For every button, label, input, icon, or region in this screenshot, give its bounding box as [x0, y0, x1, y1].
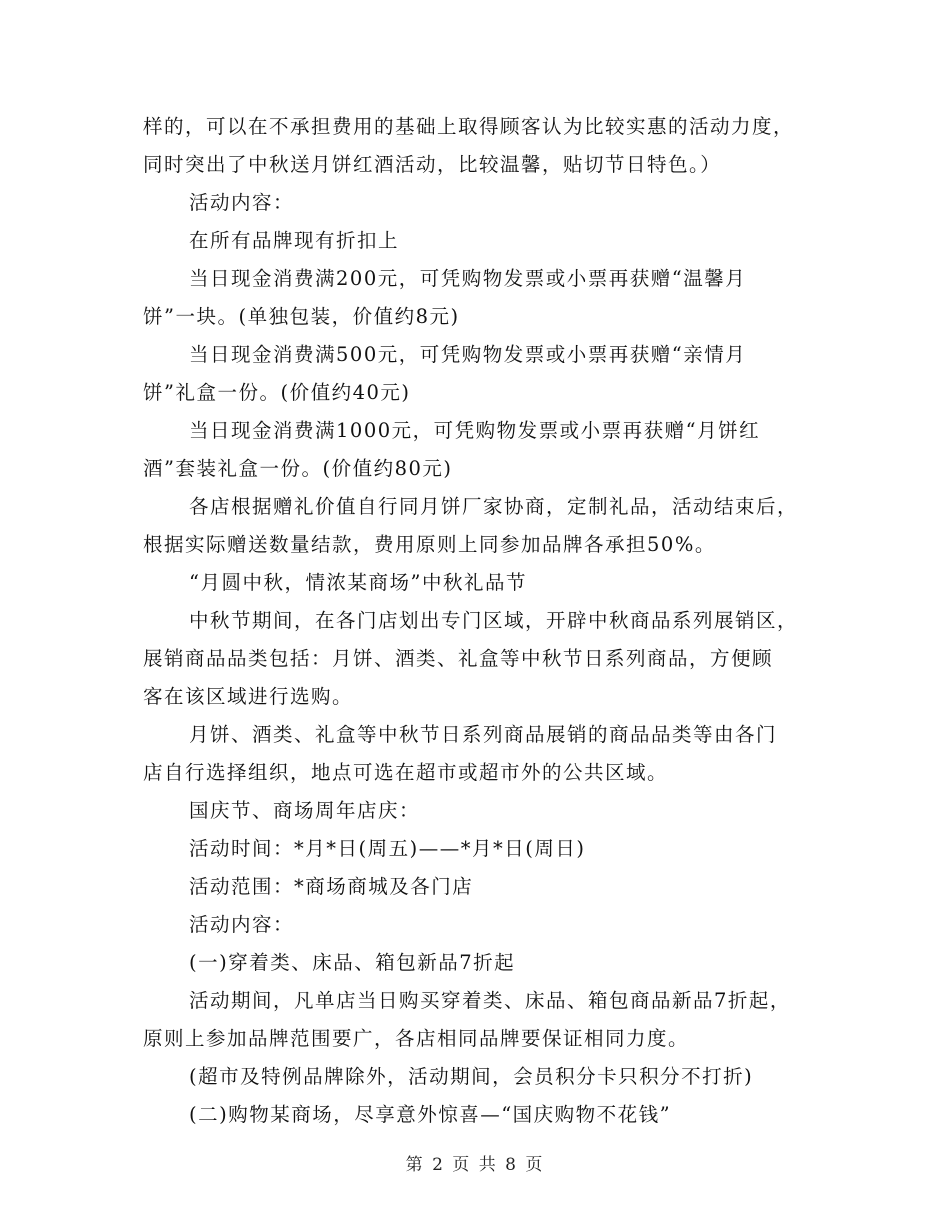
text-line: 在所有品牌现有折扣上 — [189, 229, 400, 252]
text-line: 同时突出了中秋送月饼红酒活动，比较温馨，贴切节日特色。） — [143, 153, 722, 176]
text-line: 展销商品品类包括：月饼、酒类、礼盒等中秋节日系列商品，方便顾 — [143, 647, 774, 670]
section-heading: “月圆中秋，情浓某商场”中秋礼品节 — [189, 571, 527, 594]
text-line: 根据实际赠送数量结款，费用原则上同参加品牌各承担50%。 — [143, 533, 716, 556]
text-line: 各店根据赠礼价值自行同月饼厂家协商，定制礼品，活动结束后， — [189, 495, 799, 518]
text-line: 活动内容： — [189, 913, 295, 936]
text-line: 客在该区域进行选购。 — [143, 685, 354, 708]
page-footer: 第 2 页 共 8 页 — [405, 1155, 545, 1175]
text-line: 饼”礼盒一份。(价值约40元) — [143, 381, 411, 404]
text-line: 饼”一块。(单独包装，价值约8元) — [143, 305, 460, 328]
list-item-heading: (二)购物某商场，尽享意外惊喜—“国庆购物不花钱” — [189, 1103, 672, 1126]
text-line: 酒”套装礼盒一份。(价值约80元) — [143, 457, 453, 480]
text-line: 当日现金消费满1000元，可凭购物发票或小票再获赠“月饼红 — [189, 419, 761, 442]
text-line: 店自行选择组织，地点可选在超市或超市外的公共区域。 — [143, 761, 669, 784]
text-line: 样的，可以在不承担费用的基础上取得顾客认为比较实惠的活动力度， — [143, 115, 795, 138]
text-line: 活动期间，凡单店当日购买穿着类、床品、箱包商品新品7折起， — [189, 989, 791, 1012]
text-line: 当日现金消费满200元，可凭购物发票或小票再获赠“温馨月 — [189, 267, 747, 290]
list-item-heading: (一)穿着类、床品、箱包新品7折起 — [189, 951, 516, 974]
text-line: 活动范围：*商场商城及各门店 — [189, 875, 474, 898]
body-text — [0, 108, 950, 1134]
text-line: 月饼、酒类、礼盒等中秋节日系列商品展销的商品品类等由各门 — [189, 723, 778, 746]
section-heading: 国庆节、商场周年店庆： — [189, 799, 421, 822]
text-line: 活动内容： — [189, 191, 295, 214]
text-line: 原则上参加品牌范围要广，各店相同品牌要保证相同力度。 — [143, 1027, 690, 1050]
text-line: 当日现金消费满500元，可凭购物发票或小票再获赠“亲情月 — [189, 343, 747, 366]
text-line: 活动时间：*月*日(周五)——*月*日(周日) — [189, 837, 586, 860]
text-line: 中秋节期间，在各门店划出专门区域，开辟中秋商品系列展销区， — [189, 609, 799, 632]
text-line: (超市及特例品牌除外，活动期间，会员积分卡只积分不打折) — [189, 1065, 754, 1088]
